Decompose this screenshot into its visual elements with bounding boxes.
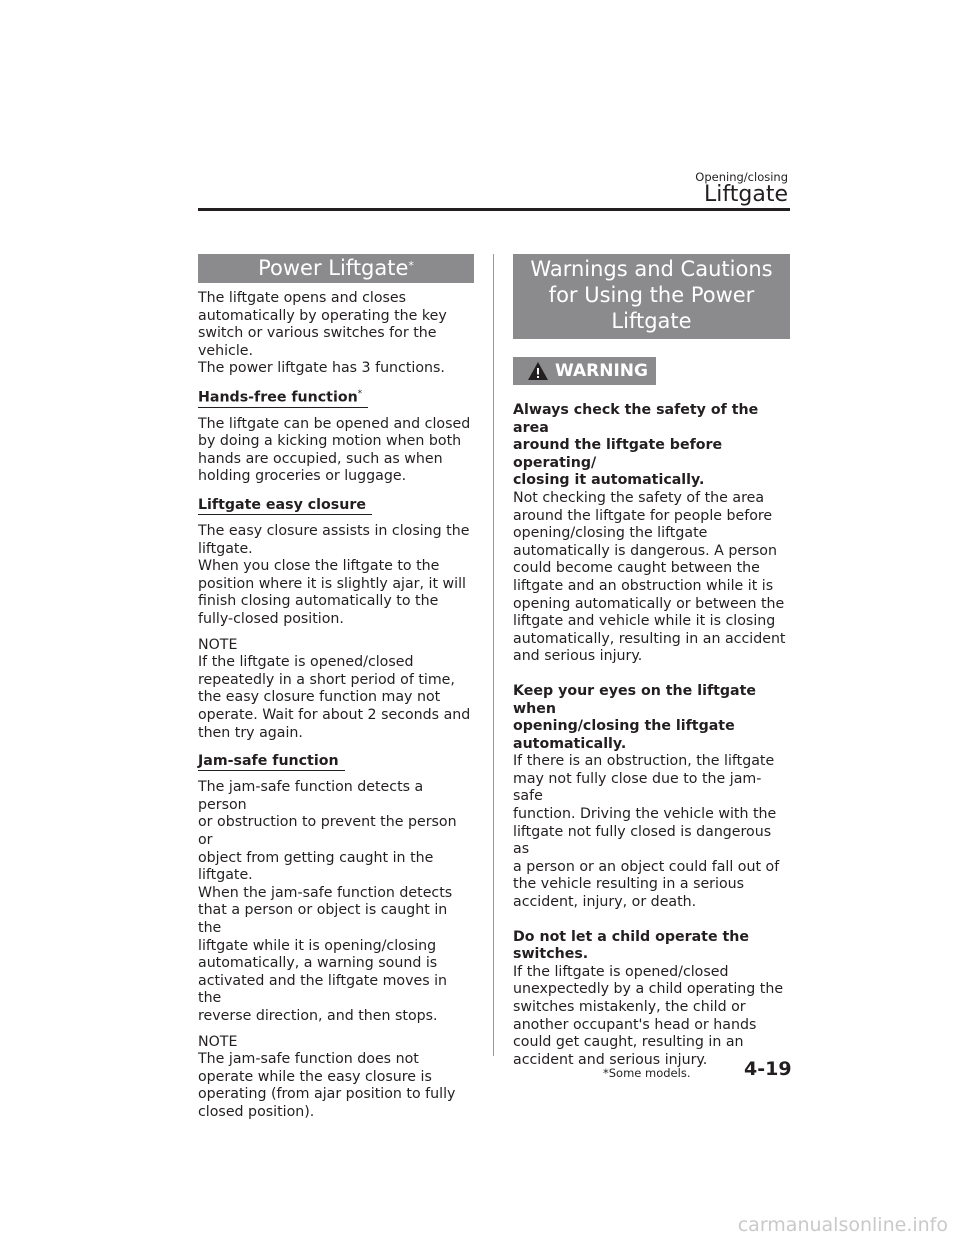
warning-item	[513, 402, 790, 666]
jam-safe-body: The jam-safe function detects a person or obstruction to prevent the person or object from getting caught in the liftgate. When the jam-safe function detects that a person or object is caught in the liftgate while it is opening/closing automatically, a warning sound is activated and the liftgate moves in the reverse direction, and then stops.	[198, 779, 457, 1024]
jam-safe-note: The jam-safe function does not operate while the easy closure is operating (from ajar position to fully closed position).	[198, 1051, 456, 1120]
easy-closure-heading: Liftgate easy closure	[198, 497, 372, 515]
page-number: 4-19	[744, 1058, 792, 1080]
warnings-banner-title: Warnings and Cautions for Using the Power Liftgate	[530, 257, 773, 333]
warning-body: Not checking the safety of the area around the liftgate for people before opening/closing the liftgate automatically is dangerous. A person could become caught between the liftgate and an obstruction while it is opening automatically or between the liftgate and vehicle while it is closing automatically, resulting in an accident and serious injury.	[513, 489, 786, 665]
intro-paragraph: The liftgate opens and closes automatically by operating the key switch or various switches for the vehicle. The power liftgate has 3 functions.	[198, 290, 447, 377]
warning-item	[513, 929, 790, 1070]
warning-title: Always check the safety of the area around the liftgate before operating/ closing it automatically.	[513, 402, 759, 489]
easy-closure-body: The easy closure assists in closing the liftgate. When you close the liftgate to the position where it is slightly ajar, it will finish closing automatically to the fully-closed position.	[198, 523, 470, 628]
warning-badge	[513, 357, 656, 385]
warning-item	[513, 683, 790, 912]
power-liftgate-banner	[198, 254, 474, 283]
warning-title: Keep your eyes on the liftgate when opening/closing the liftgate automatically.	[513, 682, 757, 752]
running-head-section: Opening/closing	[695, 170, 788, 184]
warning-label: WARNING	[555, 361, 648, 381]
hands-free-heading	[198, 386, 368, 408]
right-column	[513, 254, 790, 1086]
jam-safe-note-label: NOTE	[198, 1033, 238, 1050]
left-column	[198, 254, 474, 1129]
hands-free-body: The liftgate can be opened and closed by doing a kicking motion when both hands are occupied, such as when holding groceries or luggage.	[198, 415, 471, 485]
banner-title: Power Liftgate	[258, 256, 409, 280]
warning-body: If the liftgate is opened/closed unexpectedly by a child operating the switches mistakenly, the child or another occupant's head or hands could get caught, resulting in an accident and serious injury.	[513, 963, 784, 1068]
running-head-title: Liftgate	[704, 182, 788, 207]
watermark: carmanualsonline.info	[737, 1214, 948, 1236]
warning-title: Do not let a child operate the switches.	[513, 928, 750, 963]
easy-closure-note-label: NOTE	[198, 636, 238, 653]
warnings-banner	[513, 254, 790, 339]
warning-body: If there is an obstruction, the liftgate may not fully close due to the jam-safe function. Driving the vehicle with the liftgate not fully closed is dangerous as a person or an object could fall out of the vehicle resulting in a serious accident, injury, or death.	[513, 753, 780, 911]
jam-safe-heading: Jam-safe function	[198, 753, 345, 771]
warning-triangle-icon	[527, 361, 549, 381]
header-rule	[198, 208, 790, 211]
column-divider	[493, 254, 494, 1056]
hands-free-heading-text: Hands-free function	[198, 389, 358, 406]
footer-note: *Some models.	[603, 1066, 691, 1080]
hands-free-mark: *	[357, 388, 363, 399]
some-models-mark: *	[408, 259, 414, 272]
easy-closure-note: If the liftgate is opened/closed repeatedly in a short period of time, the easy closure function may not operate. Wait for about 2 seconds and then try again.	[198, 654, 471, 741]
